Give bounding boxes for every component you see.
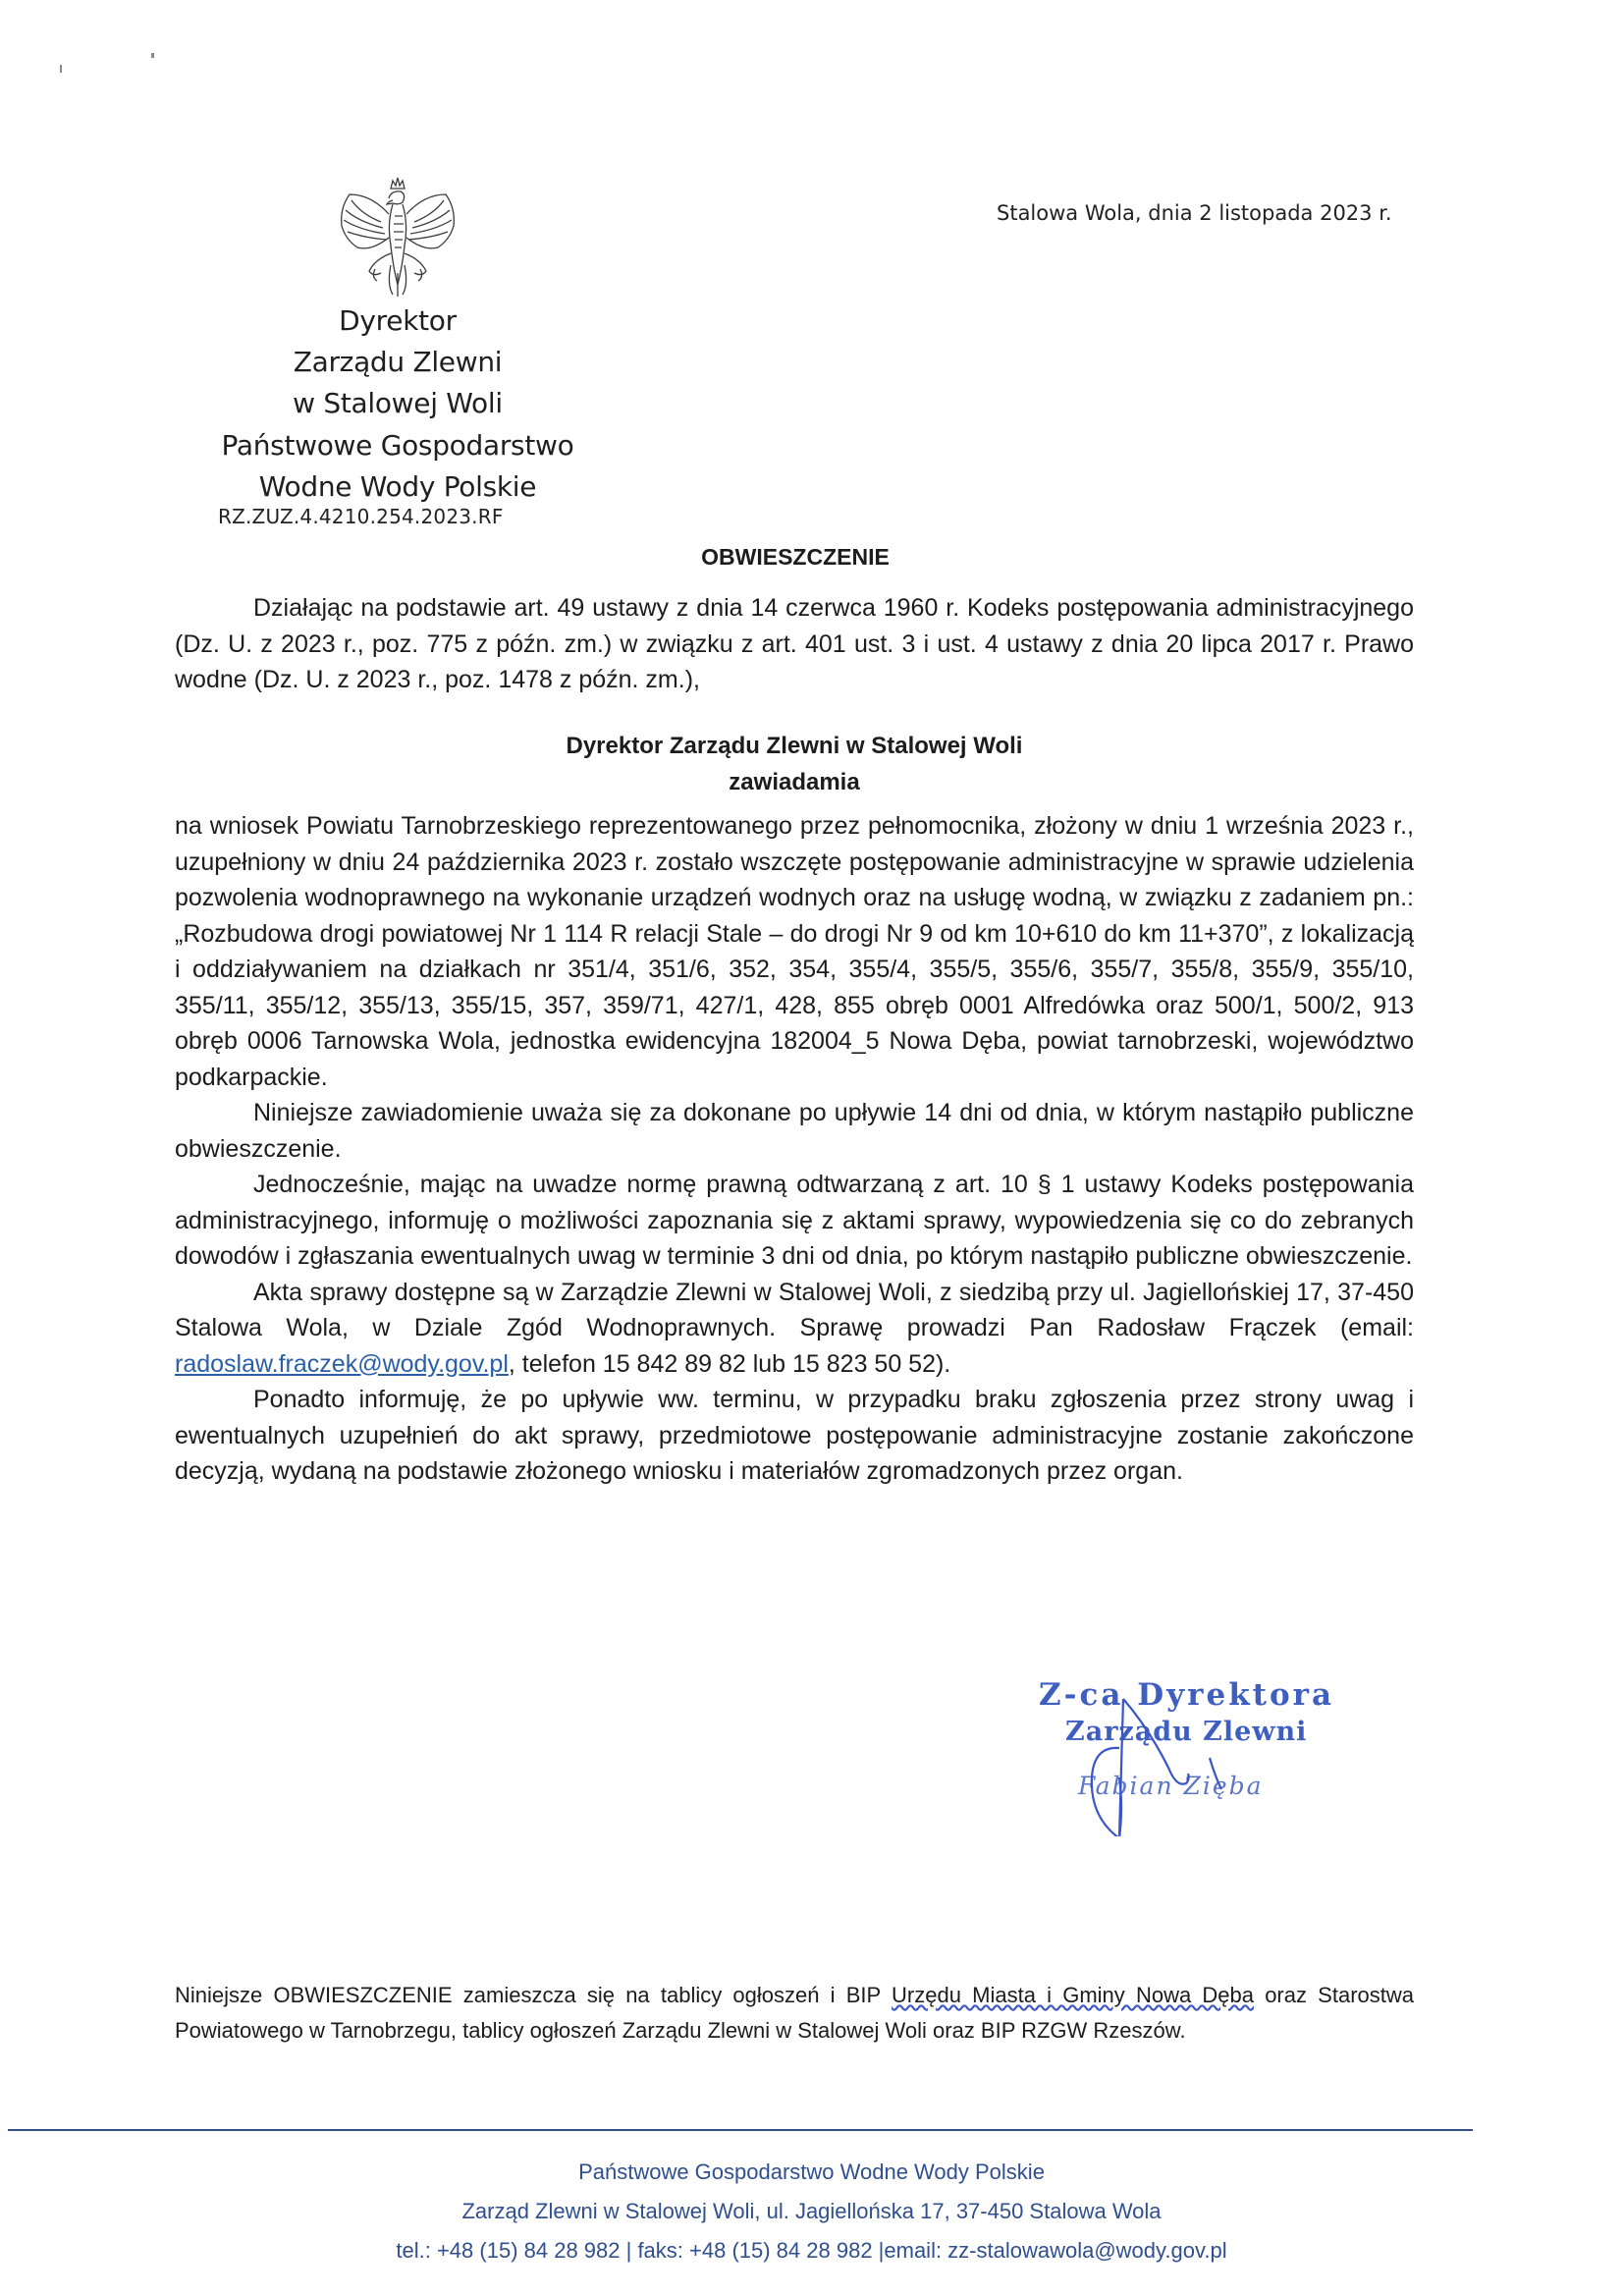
footer-divider bbox=[8, 2129, 1473, 2131]
case-files-text-tail: , telefon 15 842 89 82 lub 15 823 50 52). bbox=[508, 1349, 951, 1378]
authority-line: Dyrektor bbox=[339, 304, 457, 337]
document-title: OBWIESZCZENIE bbox=[701, 544, 890, 570]
place-and-date: Stalowa Wola, dnia 2 listopada 2023 r. bbox=[997, 201, 1392, 225]
footer-address: Zarząd Zlewni w Stalowej Woli, ul. Jagiellońska 17, 37-450 Stalowa Wola bbox=[461, 2199, 1162, 2223]
authority-line: w Stalowej Woli bbox=[293, 387, 503, 420]
main-paragraph: na wniosek Powiatu Tarnobrzeskiego reprezentowanego przez pełnomocnika, złożony w dniu 1 września 2023 r., uzupełniony w dniu 24 października 2023 r. zostało wszczęte postępowanie administracyjne w sprawie udzielenia pozwolenia wodnoprawnego na wykonanie urządzeń wodnych oraz na usługę wodną, w związku z zadaniem pn.: „Rozbudowa drogi powiatowej Nr 1 114 R relacji Stale – do drogi Nr 9 od km 10+610 do km 11+370”, z lokalizacją i oddziaływaniem na działkach nr 351/4, 351/6, 352, 354, 355/4, 355/5, 355/6, 355/7, 355/8, 355/9, 355/10, 355/11, 355/12, 355/13, 355/15, 357, 359/71, 427/1, 428, 855 obręb 0001 Alfredówka oraz 500/1, 500/2, 913 obręb 0006 Tarnowska Wola, jednostka ewidencyjna 182004_5 Nowa Dęba, powiat tarnobrzeski, województwo podkarpackie. bbox=[175, 812, 1414, 1091]
authority-line: Wodne Wody Polskie bbox=[258, 469, 537, 503]
stamp-title: Z-ca Dyrektora bbox=[1039, 1677, 1335, 1713]
case-files-text: Akta sprawy dostępne są w Zarządzie Zlewni w Stalowej Woli, z siedzibą przy ul. Jagiellońskiej 17, 37-450 Stalowa Wola, w Dziale Zgód Wodnoprawnych. Sprawę prowadzi Pan Radosław Frączek (email: bbox=[175, 1278, 1414, 1341]
issuer-action: zawiadamia bbox=[729, 769, 860, 795]
handwritten-signature bbox=[1021, 1669, 1394, 1836]
distribution-text-tail: oraz Starostwa Powiatowego w Tarnobrzegu, tablicy ogłoszeń Zarządu Zlewni w Stalowej Woli oraz BIP RZGW Rzeszów. bbox=[175, 1983, 1415, 2043]
reference-number: RZ.ZUZ.4.4210.254.2023.RF bbox=[218, 505, 504, 528]
case-officer-email-link[interactable]: radoslaw.fraczek@wody.gov.pl bbox=[175, 1349, 509, 1378]
authority-header bbox=[201, 301, 594, 508]
authority-line: Państwowe Gospodarstwo bbox=[221, 428, 574, 462]
authority-line: Zarządu Zlewni bbox=[293, 346, 503, 379]
notice-paragraph: Niniejsze zawiadomienie uważa się za dokonane po upływie 14 dni od dnia, w którym nastąpiło publiczne obwieszczenie. bbox=[175, 1099, 1414, 1163]
simultaneously-paragraph: Jednocześnie, mając na uwadze normę prawną odtwarzaną z art. 10 § 1 ustawy Kodeks postępowania administracyjnego, informuję o możliwości zapoznania się z aktami sprawy, wypowiedzenia się co do zebranych dowodów i zgłaszania ewentualnych uwag w terminie 3 dni od dnia, po którym nastąpiło publiczne obwieszczenie. bbox=[175, 1171, 1414, 1270]
distribution-text: Niniejsze OBWIESZCZENIE zamieszcza się na tablicy ogłoszeń i BIP bbox=[175, 1983, 893, 2007]
main-body bbox=[175, 808, 1414, 1490]
stamp-name: Fabian Zięba bbox=[1078, 1772, 1264, 1800]
signature-stamp bbox=[1021, 1669, 1394, 1827]
distribution-note bbox=[175, 1978, 1414, 2049]
intro-text: Działając na podstawie art. 49 ustawy z dnia 14 czerwca 1960 r. Kodeks postępowania administracyjnego (Dz. U. z 2023 r., poz. 775 z późn. zm.) w związku z art. 401 ust. 3 i ust. 4 ustawy z dnia 20 lipca 2017 r. Prawo wodne (Dz. U. z 2023 r., poz. 1478 z późn. zm.), bbox=[175, 594, 1414, 693]
case-files-paragraph bbox=[175, 1275, 1414, 1383]
letterhead-footer bbox=[0, 2153, 1623, 2270]
scan-speck bbox=[60, 65, 62, 73]
distribution-highlight: Urzędu Miasta i Gminy Nowa Dęba bbox=[892, 1983, 1254, 2007]
issuer-heading bbox=[175, 728, 1414, 800]
footer-organization: Państwowe Gospodarstwo Wodne Wody Polskie bbox=[578, 2159, 1045, 2184]
footer-contacts: tel.: +48 (15) 84 28 982 | faks: +48 (15) 84 28 982 |email: zz-stalowawola@wody.gov.pl bbox=[396, 2238, 1227, 2263]
stamp-office: Zarządu Zlewni bbox=[1065, 1717, 1308, 1747]
issuer-name: Dyrektor Zarządu Zlewni w Stalowej Woli bbox=[566, 733, 1023, 759]
furthermore-paragraph: Ponadto informuję, że po upływie ww. terminu, w przypadku braku zgłoszenia przez strony uwag i ewentualnych uzupełnień do akt sprawy, przedmiotowe postępowanie administracyjne zostanie zakończone decyzją, wydaną na podstawie złożonego wniosku i materiałów zgromadzonych przez organ. bbox=[175, 1386, 1414, 1485]
polish-eagle-emblem-icon bbox=[332, 175, 463, 301]
scan-speck bbox=[151, 53, 154, 58]
intro-paragraph bbox=[175, 590, 1414, 698]
